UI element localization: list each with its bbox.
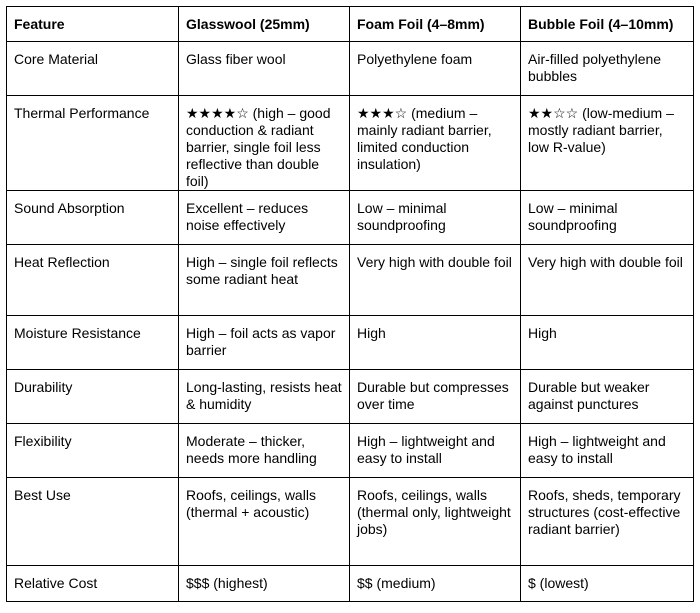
bubble-foil-cell: High – lightweight and easy to install — [521, 424, 694, 478]
bubble-foil-cell: Roofs, sheds, temporary structures (cost-effective radiant barrier) — [521, 478, 694, 566]
header-bubble-foil: Bubble Foil (4–10mm) — [521, 7, 694, 42]
bubble-foil-cell: Air-filled polyethylene bubbles — [521, 42, 694, 96]
header-glasswool: Glasswool (25mm) — [179, 7, 350, 42]
glasswool-cell: Roofs, ceilings, walls (thermal + acoustic) — [179, 478, 350, 566]
glasswool-cell: Glass fiber wool — [179, 42, 350, 96]
glasswool-cell: Long-lasting, resists heat & humidity — [179, 370, 350, 424]
feature-cell: Sound Absorption — [7, 191, 179, 245]
glasswool-cell: High – foil acts as vapor barrier — [179, 316, 350, 370]
glasswool-cell: Moderate – thicker, needs more handling — [179, 424, 350, 478]
table-row — [7, 566, 694, 602]
bubble-foil-cell: $ (lowest) — [521, 566, 694, 602]
foam-foil-cell: Roofs, ceilings, walls (thermal only, lightweight jobs) — [350, 478, 521, 566]
foam-foil-cell: High – lightweight and easy to install — [350, 424, 521, 478]
comparison-table-container — [6, 6, 694, 602]
feature-cell: Best Use — [7, 478, 179, 566]
feature-cell: Durability — [7, 370, 179, 424]
bubble-foil-cell: Very high with double foil — [521, 245, 694, 316]
table-row — [7, 191, 694, 245]
foam-foil-cell: High — [350, 316, 521, 370]
table-row — [7, 478, 694, 566]
glasswool-cell: Excellent – reduces noise effectively — [179, 191, 350, 245]
foam-foil-cell: Durable but compresses over time — [350, 370, 521, 424]
foam-foil-cell: Polyethylene foam — [350, 42, 521, 96]
bubble-foil-cell: Durable but weaker against punctures — [521, 370, 694, 424]
feature-cell: Thermal Performance — [7, 96, 179, 191]
feature-cell: Relative Cost — [7, 566, 179, 602]
foam-foil-cell: $$ (medium) — [350, 566, 521, 602]
header-foam-foil: Foam Foil (4–8mm) — [350, 7, 521, 42]
table-header-row — [7, 7, 694, 42]
feature-cell: Core Material — [7, 42, 179, 96]
glasswool-cell: ★★★★☆ (high – good conduction & radiant barrier, single foil less reflective than double foil) — [179, 96, 350, 191]
insulation-comparison-table — [6, 6, 694, 602]
feature-cell: Flexibility — [7, 424, 179, 478]
feature-cell: Moisture Resistance — [7, 316, 179, 370]
feature-cell: Heat Reflection — [7, 245, 179, 316]
header-feature: Feature — [7, 7, 179, 42]
table-row — [7, 42, 694, 96]
foam-foil-cell: Low – minimal soundproofing — [350, 191, 521, 245]
table-row — [7, 316, 694, 370]
glasswool-cell: $$$ (highest) — [179, 566, 350, 602]
bubble-foil-cell: ★★☆☆ (low-medium – mostly radiant barrier, low R-value) — [521, 96, 694, 191]
table-row — [7, 96, 694, 191]
foam-foil-cell: ★★★☆ (medium – mainly radiant barrier, limited conduction insulation) — [350, 96, 521, 191]
table-row — [7, 245, 694, 316]
table-row — [7, 370, 694, 424]
bubble-foil-cell: High — [521, 316, 694, 370]
table-row — [7, 424, 694, 478]
foam-foil-cell: Very high with double foil — [350, 245, 521, 316]
glasswool-cell: High – single foil reflects some radiant heat — [179, 245, 350, 316]
bubble-foil-cell: Low – minimal soundproofing — [521, 191, 694, 245]
